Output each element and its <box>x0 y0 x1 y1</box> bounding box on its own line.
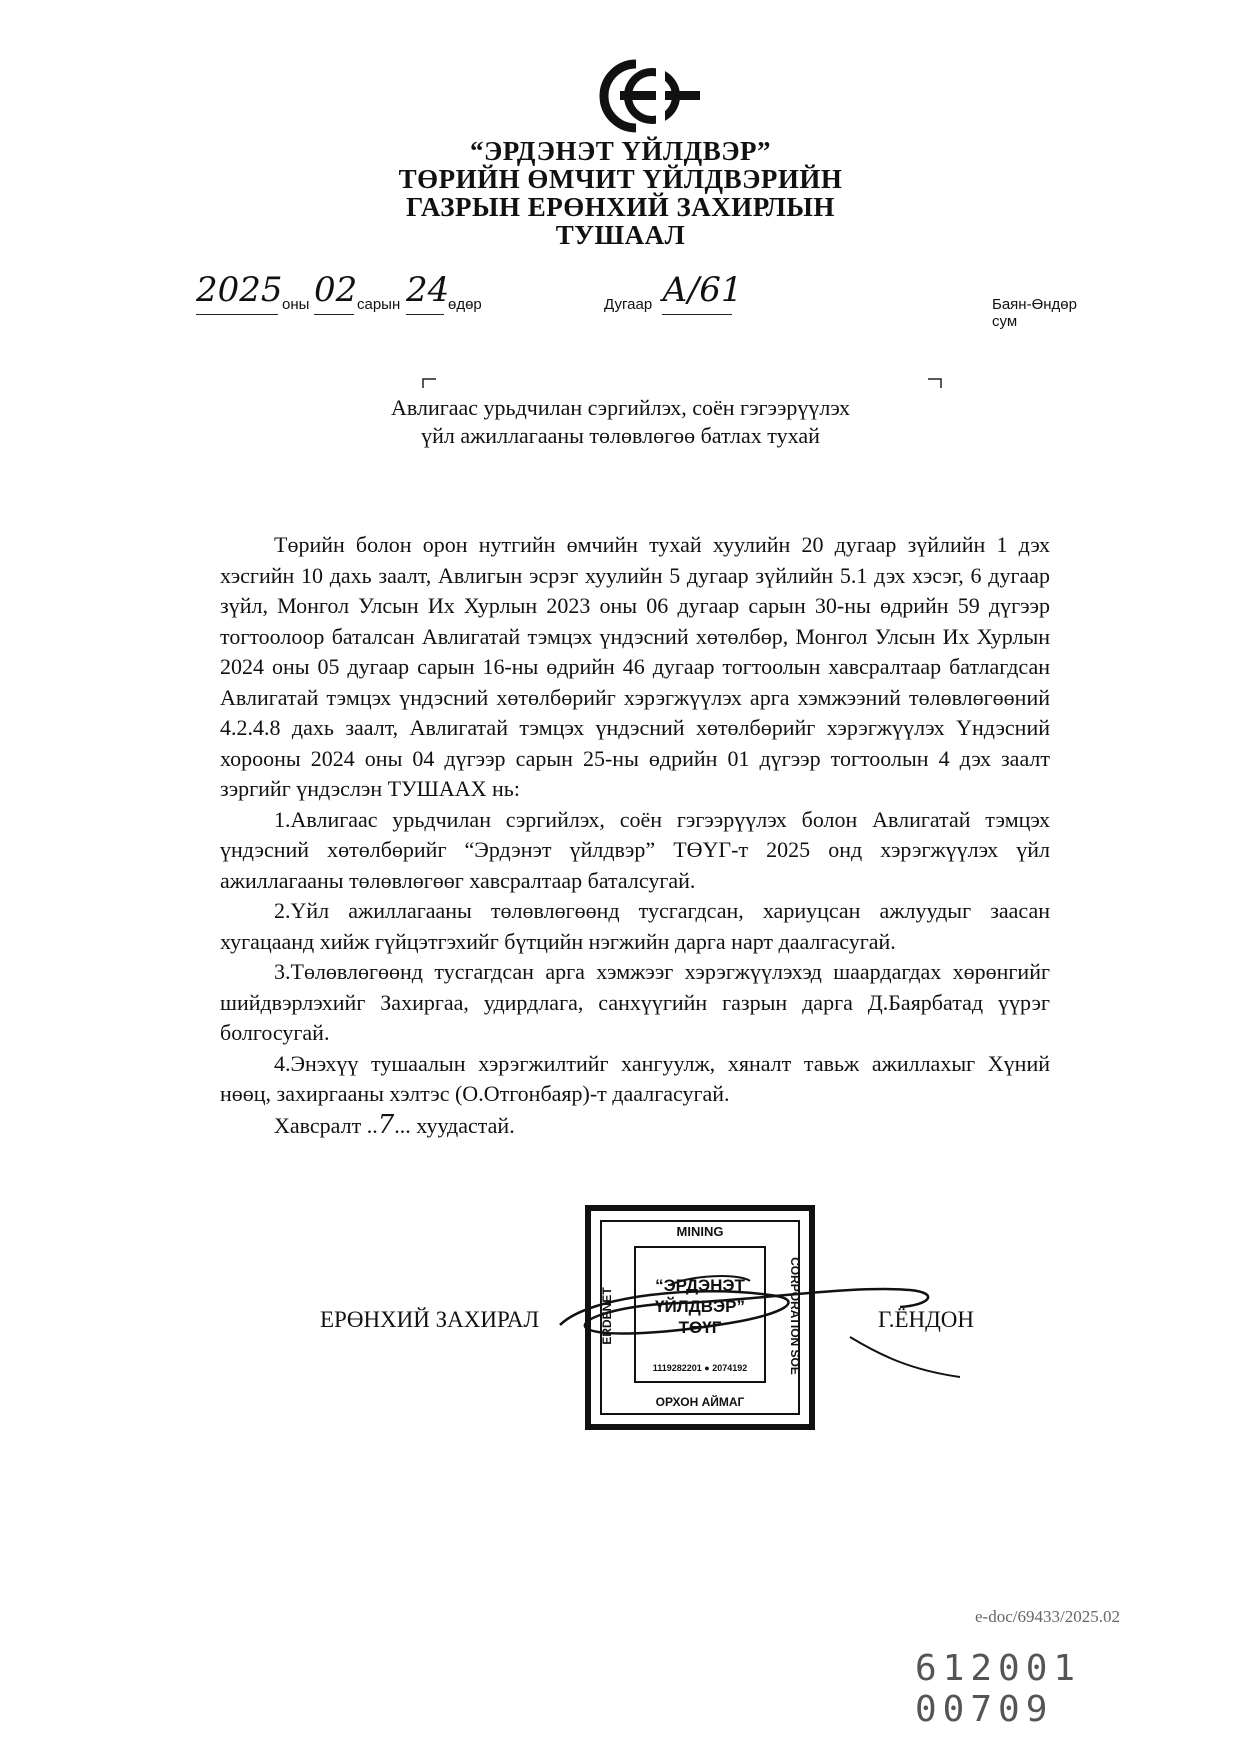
year-label: оны <box>282 296 310 313</box>
order-item-1: 1.Авлигаас урьдчилан сэргийлэх, соён гэгээрүүлэх болон Авлигатай тэмцэх үндэсний хөтөлбөрийг “Эрдэнэт үйлдвэр” ТӨҮГ-т 2025 онд хэрэгжүүлэх үйл ажиллагааны төлөвлөгөөг хавсралтаар баталсугай. <box>220 806 1050 893</box>
year-handwritten: 2025 <box>196 270 278 315</box>
stamp-right-text: CORPORATION SOE <box>788 1257 802 1375</box>
stamp-center-line1: “ЭРДЭНЭТ <box>655 1276 745 1295</box>
attachment-prefix: Хавсралт .. <box>274 1112 378 1138</box>
corner-mark-right <box>928 378 942 388</box>
org-name-line3: ГАЗРЫН ЕРӨНХИЙ ЗАХИРЛЫН <box>406 192 835 222</box>
signatory-name: Г.ЁНДОН <box>878 1307 975 1332</box>
attachment-count: 7 <box>377 1109 395 1140</box>
stamp-registration: 1119282201 ● 2074192 <box>652 1363 748 1373</box>
document-type: ТУШААЛ <box>555 220 686 250</box>
org-name-line1: “ЭРДЭНЭТ ҮЙЛДВЭР” <box>469 136 772 166</box>
number-label: Дугаар <box>604 296 653 313</box>
month-handwritten: 02 <box>314 270 354 315</box>
stamp-center-line3: ТӨҮГ <box>678 1318 722 1337</box>
edoc-reference: e-doc/69433/2025.02 <box>975 1607 1120 1626</box>
day-label: өдөр <box>448 296 482 313</box>
order-item-4: 4.Энэхүү тушаалын хэрэгжилтийг хангуулж, хяналт тавьж ажиллахыг Хүний нөөц, захиргааны хэлтэс (О.Отгонбаяр)-т даалгасугай. <box>220 1050 1050 1106</box>
signatory-title: ЕРӨНХИЙ ЗАХИРАЛ <box>320 1307 540 1332</box>
document-serial-number: 612001 00709 <box>915 1648 1082 1730</box>
attachment-suffix: ... хуудастай. <box>394 1112 515 1138</box>
stamp-left-text: ERDENET <box>600 1287 614 1345</box>
subject-line2: үйл ажиллагааны төлөвлөгөө батлах тухай <box>421 423 820 448</box>
month-label: сарын <box>357 296 401 313</box>
stamp-top-text: MINING <box>676 1224 724 1239</box>
place-label: Баян-Өндөр сум <box>992 296 1077 330</box>
stamp-bottom-text: ОРХОН АЙМАГ <box>655 1395 745 1409</box>
order-item-2: 2.Үйл ажиллагааны төлөвлөгөөнд тусгагдсан, хариуцсан ажлуудыг заасан хугацаанд хийж гүйцэтгэхийг бүтцийн нэгжийн дарга нарт даалгасугай. <box>220 898 1050 954</box>
handwritten-signature <box>550 1245 970 1395</box>
preamble-paragraph: Төрийн болон орон нутгийн өмчийн тухай хуулийн 20 дугаар зүйлийн 1 дэх хэсгийн 10 дахь заалт, Авлигын эсрэг хуулийн 5 дугаар зүйлийн 5.1 дэх хэсэг, 6 дугаар зүйл, Монгол Улсын Их Хурлын 2023 оны 06 дугаар сарын 30-ны өдрийн 59 дүгээр тогтоолоор баталсан Авлигатай тэмцэх үндэсний хөтөлбөр, Монгол Улсын Их Хурлын 2024 оны 05 дугаар сарын 16-ны өдрийн 46 дугаар тогтоолын хавсралтаар батлагдсан Авлигатай тэмцэх үндэсний хөтөлбөрийг хэрэгжүүлэх арга хэмжээний төлөвлөгөөний 4.2.4.8 дахь заалт, Авлигатай тэмцэх үндэсний хөтөлбөрийг хэрэгжүүлэх Үндэсний хорооны 2024 оны 04 дүгээр сарын 25-ны өдрийн 01 дүгээр тогтоолын 4 дэх заалт зэргийг үндэслэн ТУШААХ нь: <box>220 532 1050 801</box>
order-item-3: 3.Төлөвлөгөөнд тусгагдсан арга хэмжээг хэрэгжүүлэхэд шаардагдах хөрөнгийг шийдвэрлэхийг Захиргаа, удирдлага, санхүүгийн газрын дарга Д.Баярбатад үүрэг болгосугай. <box>220 959 1050 1045</box>
day-handwritten: 24 <box>406 270 444 315</box>
number-handwritten: А/61 <box>662 270 732 315</box>
date-row <box>196 270 1096 330</box>
attachment-note <box>220 1110 1050 1142</box>
erdenet-logo <box>596 58 708 134</box>
corner-mark-left <box>422 378 436 388</box>
order-body <box>220 530 1050 1141</box>
subject-line1: Авлигаас урьдчилан сэргийлэх, соён гэгээрүүлэх <box>391 395 850 420</box>
stamp-center-line2: ҮЙЛДВЭР” <box>655 1297 745 1316</box>
org-name-line2: ТӨРИЙН ӨМЧИТ ҮЙЛДВЭРИЙН <box>398 164 843 194</box>
